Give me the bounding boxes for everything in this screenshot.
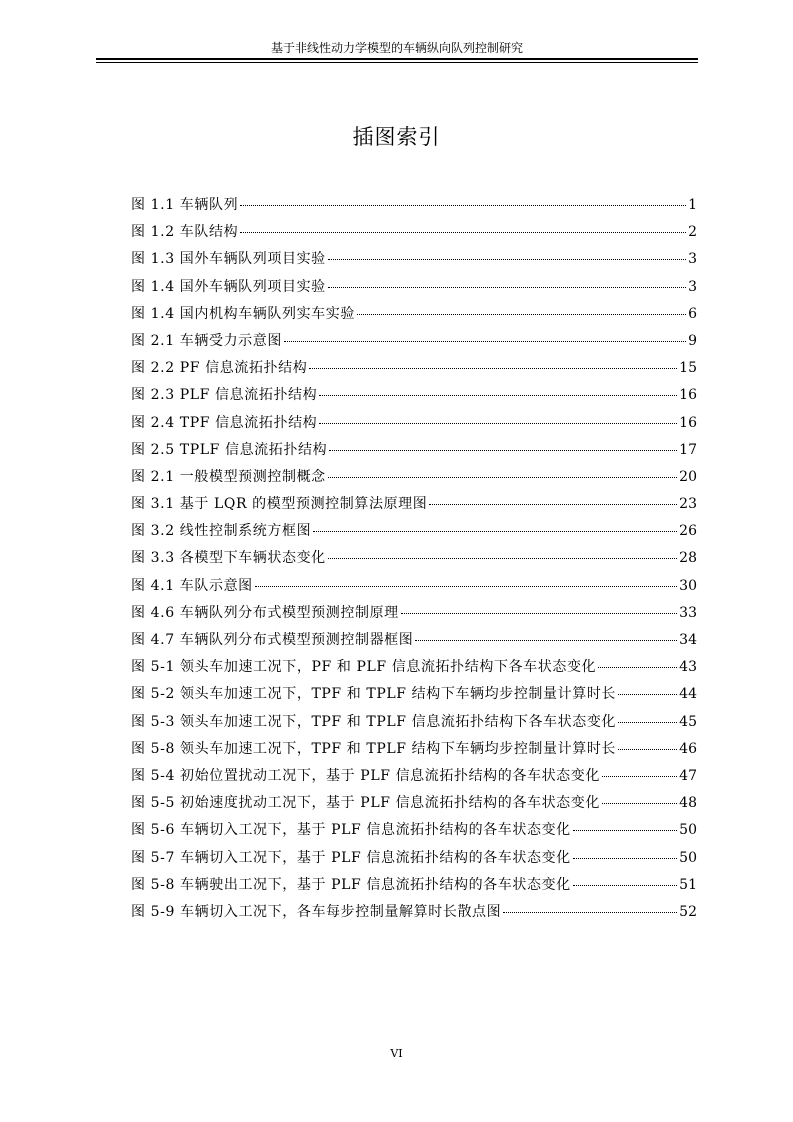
toc-entry-label: 图 1.1 车辆队列 (131, 197, 239, 213)
toc-entry-page: 2 (688, 224, 697, 241)
toc-entry[interactable] (131, 847, 697, 874)
toc-dot-leader (328, 557, 677, 559)
toc-entry[interactable] (131, 248, 697, 275)
figure-index-list (131, 194, 697, 928)
toc-entry-label: 图 3.1 基于 LQR 的模型预测控制算法原理图 (131, 496, 428, 513)
toc-entry[interactable] (131, 656, 697, 683)
toc-entry[interactable] (131, 547, 697, 574)
toc-dot-leader (503, 911, 677, 913)
toc-dot-leader (240, 204, 686, 206)
toc-entry[interactable] (131, 439, 697, 466)
toc-entry-page: 28 (679, 550, 697, 567)
toc-dot-leader (284, 340, 686, 342)
toc-entry-page: 9 (688, 332, 697, 349)
toc-entry-label: 图 5-1 领头车加速工况下，PF 和 PLF 信息流拓扑结构下各车状态变化 (131, 659, 597, 676)
toc-entry[interactable] (131, 819, 697, 846)
toc-entry-label: 图 5-8 领头车加速工况下，TPF 和 TPLF 结构下车辆均步控制量计算时长 (131, 740, 617, 757)
toc-entry[interactable] (131, 194, 697, 221)
toc-dot-leader (319, 394, 677, 396)
toc-entry-label: 图 4.1 车队示意图 (131, 577, 253, 594)
toc-dot-leader (329, 449, 677, 451)
toc-entry[interactable] (131, 711, 697, 738)
toc-dot-leader (598, 666, 677, 668)
toc-dot-leader (415, 639, 677, 641)
toc-entry[interactable] (131, 384, 697, 411)
toc-entry[interactable] (131, 520, 697, 547)
toc-dot-leader (309, 367, 677, 369)
toc-dot-leader (240, 231, 686, 233)
toc-entry-page: 47 (679, 767, 697, 784)
toc-entry-page: 26 (679, 523, 697, 540)
toc-entry-page: 16 (679, 387, 697, 404)
toc-entry-label: 图 2.4 TPF 信息流拓扑结构 (131, 414, 318, 431)
toc-dot-leader (255, 585, 677, 587)
toc-entry[interactable] (131, 357, 697, 384)
toc-entry-label: 图 5-4 初始位置扰动工况下，基于 PLF 信息流拓扑结构的各车状态变化 (131, 767, 600, 784)
toc-dot-leader (602, 775, 677, 777)
toc-entry[interactable] (131, 303, 697, 330)
toc-entry-page: 50 (679, 849, 697, 866)
toc-entry[interactable] (131, 466, 697, 493)
toc-entry-page: 43 (679, 659, 697, 676)
toc-dot-leader (313, 530, 677, 532)
toc-entry[interactable] (131, 412, 697, 439)
toc-entry-label: 图 5-9 车辆切入工况下，各车每步控制量解算时长散点图 (131, 903, 502, 920)
toc-entry-page: 34 (679, 632, 697, 648)
toc-dot-leader (357, 313, 686, 315)
toc-entry-page: 33 (679, 604, 697, 621)
header-rule-thick (96, 58, 698, 60)
toc-dot-leader (573, 857, 677, 859)
toc-entry-page: 6 (688, 305, 697, 322)
toc-entry-page: 17 (679, 441, 697, 458)
toc-entry-page: 30 (679, 577, 697, 594)
toc-entry-page: 45 (679, 713, 697, 730)
toc-dot-leader (319, 422, 677, 424)
toc-entry-label: 图 5-3 领头车加速工况下，TPF 和 TPLF 信息流拓扑结构下各车状态变化 (131, 713, 617, 730)
toc-entry-page: 15 (679, 360, 697, 377)
toc-entry-page: 20 (679, 468, 697, 485)
toc-entry[interactable] (131, 792, 697, 819)
running-header: 基于非线性动力学模型的车辆纵向队列控制研究 (270, 41, 523, 55)
toc-dot-leader (328, 286, 686, 288)
page-title: 插图索引 (352, 125, 441, 149)
toc-entry-label: 图 1.4 国内机构车辆队列实车实验 (131, 305, 355, 322)
toc-entry-page: 3 (688, 251, 697, 268)
toc-entry-label: 图 1.2 车队结构 (131, 224, 239, 241)
toc-dot-leader (618, 693, 677, 695)
toc-dot-leader (328, 258, 686, 260)
toc-entry-label: 图 4.6 车辆队列分布式模型预测控制原理 (131, 604, 399, 621)
toc-dot-leader (328, 476, 677, 478)
toc-entry[interactable] (131, 602, 697, 629)
toc-entry[interactable] (131, 221, 697, 248)
toc-entry[interactable] (131, 738, 697, 765)
toc-entry-label: 图 5-7 车辆切入工况下，基于 PLF 信息流拓扑结构的各车状态变化 (131, 849, 571, 866)
toc-entry-label: 图 5-5 初始速度扰动工况下，基于 PLF 信息流拓扑结构的各车状态变化 (131, 795, 600, 812)
toc-entry-label: 图 5-2 领头车加速工况下，TPF 和 TPLF 结构下车辆均步控制量计算时长 (131, 686, 617, 703)
toc-entry[interactable] (131, 874, 697, 901)
toc-entry-page: 46 (679, 740, 697, 757)
toc-entry-label: 图 2.1 车辆受力示意图 (131, 332, 282, 349)
toc-dot-leader (429, 503, 677, 505)
toc-entry[interactable] (131, 493, 697, 520)
toc-entry[interactable] (131, 330, 697, 357)
toc-entry-page: 44 (679, 686, 697, 703)
toc-dot-leader (618, 748, 677, 750)
toc-entry-page: 1 (688, 197, 697, 213)
toc-entry-page: 50 (679, 822, 697, 839)
page-number: VI (390, 1047, 403, 1060)
header-rule-thin (96, 62, 698, 63)
toc-entry-label: 图 1.4 国外车辆队列项目实验 (131, 278, 326, 295)
toc-entry[interactable] (131, 765, 697, 792)
toc-entry-label: 图 2.2 PF 信息流拓扑结构 (131, 360, 308, 377)
toc-entry-page: 16 (679, 414, 697, 431)
toc-entry-page: 48 (679, 795, 697, 812)
toc-dot-leader (618, 721, 677, 723)
toc-entry-label: 图 2.3 PLF 信息流拓扑结构 (131, 387, 318, 404)
toc-entry[interactable] (131, 629, 697, 656)
toc-entry[interactable] (131, 575, 697, 602)
toc-entry-label: 图 3.3 各模型下车辆状态变化 (131, 550, 326, 567)
toc-entry-page: 3 (688, 278, 697, 295)
toc-entry[interactable] (131, 683, 697, 710)
toc-entry-label: 图 2.1 一般模型预测控制概念 (131, 468, 326, 485)
toc-dot-leader (401, 612, 677, 614)
toc-entry-label: 图 4.7 车辆队列分布式模型预测控制器框图 (131, 632, 414, 648)
toc-entry-page: 51 (679, 876, 697, 893)
toc-entry-label: 图 5-6 车辆切入工况下，基于 PLF 信息流拓扑结构的各车状态变化 (131, 822, 571, 839)
toc-entry-label: 图 3.2 线性控制系统方框图 (131, 523, 312, 540)
toc-entry-label: 图 5-8 车辆驶出工况下，基于 PLF 信息流拓扑结构的各车状态变化 (131, 876, 571, 893)
toc-entry-label: 图 1.3 国外车辆队列项目实验 (131, 251, 326, 268)
toc-dot-leader (573, 829, 677, 831)
toc-entry[interactable] (131, 276, 697, 303)
toc-entry-label: 图 2.5 TPLF 信息流拓扑结构 (131, 441, 328, 458)
toc-entry[interactable] (131, 901, 697, 928)
toc-entry-page: 52 (679, 903, 697, 920)
toc-dot-leader (573, 884, 677, 886)
toc-dot-leader (602, 802, 677, 804)
toc-entry-page: 23 (679, 496, 697, 513)
